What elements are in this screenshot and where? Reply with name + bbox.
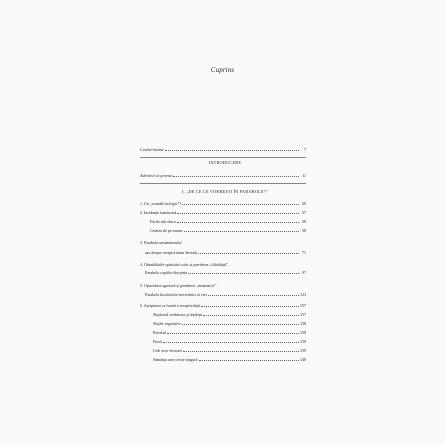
toc-entry-page: 97 <box>302 270 306 275</box>
leader-dots <box>199 357 299 361</box>
toc-entry-page: 37 <box>302 210 306 215</box>
toc-entry <box>145 250 306 255</box>
leader-dots <box>167 330 299 334</box>
leader-dots <box>177 219 299 223</box>
leader-dots <box>173 173 299 177</box>
toc-entry-label: Slujitorul credincios și înțelept <box>153 312 203 317</box>
toc-subentry <box>145 292 306 297</box>
toc-entry-page: 123 <box>300 292 306 297</box>
toc-subentry <box>153 348 306 353</box>
toc-entry-page: 159 <box>300 348 306 353</box>
toc-entry-page: 157 <box>300 303 306 308</box>
toc-entry-page: 38 <box>302 228 306 233</box>
toc-entry-page: 157 <box>300 312 306 317</box>
toc-entry-page: 158 <box>300 321 306 326</box>
toc-entry-label: 6. Așteptarea ca formă a receptivității <box>140 303 200 308</box>
toc-subentry <box>145 270 306 275</box>
divider <box>140 157 306 158</box>
leader-dots <box>203 312 299 316</box>
toc-entry-label: Sămânța care crește singură <box>153 357 198 362</box>
toc-entry-label: Cuvânt înainte <box>140 147 164 152</box>
toc-entry-label-line1: 3. Parabola semănătorului <box>140 240 182 245</box>
page-title: Cuprins <box>210 66 235 74</box>
leader-dots <box>182 201 299 205</box>
toc-entry <box>140 173 306 178</box>
toc-entry-label: Făclia sub obroc <box>150 219 177 224</box>
toc-subentry <box>150 228 306 233</box>
toc-entry-page: 11 <box>302 173 306 178</box>
section-heading: INTRODUCERE <box>208 160 242 165</box>
leader-dots <box>177 210 299 214</box>
toc-subentry <box>150 219 306 224</box>
divider <box>140 183 306 184</box>
toc-entry-label: Cetatea de pe munte <box>150 228 183 233</box>
toc-subentry <box>153 312 306 317</box>
toc-entry-page: 159 <box>300 339 306 344</box>
toc-entry-label: 4. Obnubilările spiritului critic și pierderea „filialității”. <box>140 262 229 267</box>
toc-entry-label: 2. Incidența luminoasă <box>140 210 177 215</box>
leader-dots <box>182 321 299 325</box>
toc-entry-label: Cele zece fecioare <box>153 348 183 353</box>
toc-entry-page: 29 <box>302 201 306 206</box>
toc-entry-page: 7 <box>304 147 306 152</box>
toc-entry-page: 158 <box>300 330 306 335</box>
toc-subentry <box>153 321 306 326</box>
toc-entry-page: 71 <box>302 250 306 255</box>
toc-entry-label: Parabola lucrătorilor nevrednici ai viei <box>145 292 207 297</box>
toc-entry <box>140 210 306 215</box>
leader-dots <box>165 147 299 151</box>
toc-entry-page: 38 <box>302 219 306 224</box>
toc-subentry <box>153 339 306 344</box>
toc-subentry <box>153 357 306 362</box>
leader-dots <box>183 348 299 352</box>
toc-entry-page: 140 <box>300 357 306 362</box>
toc-entry-label: Parabola copiilor din piețe <box>145 270 188 275</box>
leader-dots <box>184 228 299 232</box>
toc-entry-label: Furul <box>153 339 162 344</box>
toc-entry-label: Slujile vegetative <box>153 321 181 326</box>
toc-entry-label: 1. Un „scandal teologic”? <box>140 201 182 206</box>
leader-dots <box>208 292 299 296</box>
toc-entry <box>140 303 306 308</box>
leader-dots <box>188 270 299 274</box>
toc-entry-label: Portarul <box>153 330 166 335</box>
toc-entry-label: 5. Opacitatea agresivă și pierderea „moștenirii”. <box>140 283 217 288</box>
toc-entry <box>140 201 306 206</box>
toc-subentry <box>153 330 306 335</box>
toc-entry-label: sau despre receptivitatea deviată <box>145 250 197 255</box>
leader-dots <box>198 250 299 254</box>
toc-entry <box>140 147 306 152</box>
toc-entry-label: Adevărul ca poveste <box>140 173 173 178</box>
chapter-heading: I. „DE CE LE VORBEȘTI ÎN PARABOLE?” <box>182 189 268 194</box>
leader-dots <box>201 303 299 307</box>
leader-dots <box>163 339 299 343</box>
